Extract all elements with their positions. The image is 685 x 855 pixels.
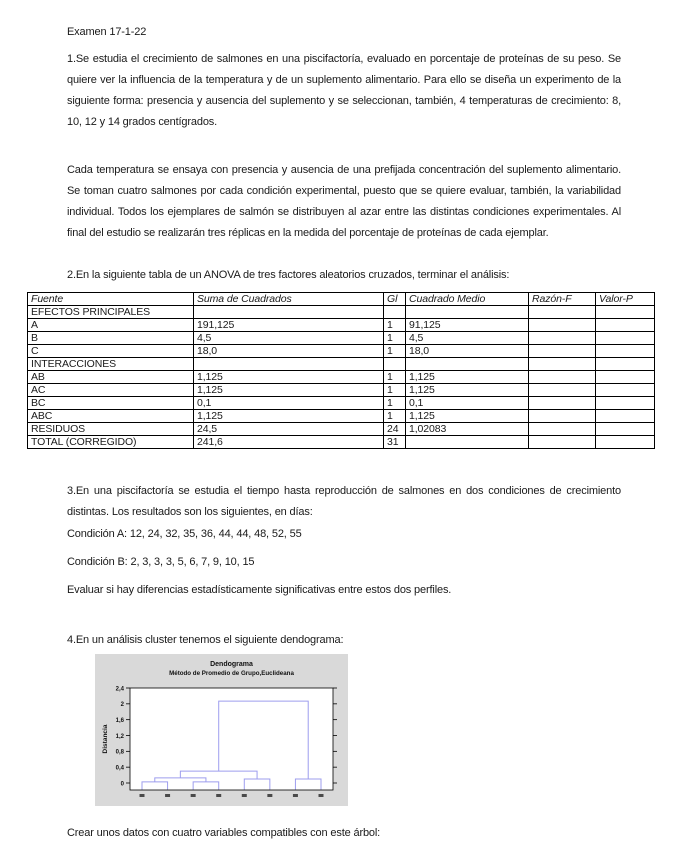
anova-cell: 1 [384, 371, 406, 384]
anova-cell [529, 345, 596, 358]
condition-b-data: Condición B: 2, 3, 3, 3, 5, 6, 7, 9, 10, 15 [67, 556, 255, 568]
leaf-label-mark [242, 794, 247, 797]
leaf-label-mark [140, 794, 145, 797]
anova-cell: EFECTOS PRINCIPALES [28, 306, 194, 319]
anova-cell: BC [28, 397, 194, 410]
anova-cell: 1,125 [194, 371, 384, 384]
table-row [28, 436, 655, 449]
anova-header-cell: Gl [384, 293, 406, 306]
anova-cell: 4,5 [406, 332, 529, 345]
anova-table [27, 292, 655, 449]
anova-cell [406, 306, 529, 319]
dendrogram-subtitle: Método de Promedio de Grupo,Euclideana [169, 670, 294, 677]
table-row [28, 345, 655, 358]
anova-header-cell: Cuadrado Medio [406, 293, 529, 306]
anova-cell: 191,125 [194, 319, 384, 332]
anova-cell: 18,0 [194, 345, 384, 358]
anova-cell: INTERACCIONES [28, 358, 194, 371]
anova-cell: 24,5 [194, 423, 384, 436]
anova-cell [529, 332, 596, 345]
y-tick-label: 1,2 [115, 733, 124, 740]
anova-cell [529, 306, 596, 319]
table-row [28, 423, 655, 436]
question4-intro: 4.En un análisis cluster tenemos el siguiente dendograma: [67, 634, 344, 646]
dendrogram-svg [95, 654, 348, 806]
y-tick-label: 0,8 [115, 749, 124, 756]
anova-header-cell: Razón-F [529, 293, 596, 306]
question2-intro: 2.En la siguiente tabla de un ANOVA de tres factores aleatorios cruzados, terminar el análisis: [67, 269, 510, 281]
anova-cell [529, 410, 596, 423]
anova-cell: 1,02083 [406, 423, 529, 436]
anova-cell: 0,1 [406, 397, 529, 410]
anova-cell: A [28, 319, 194, 332]
leaf-label-mark [267, 794, 272, 797]
anova-cell: 0,1 [194, 397, 384, 410]
anova-cell [529, 436, 596, 449]
anova-cell [596, 397, 655, 410]
anova-cell: TOTAL (CORREGIDO) [28, 436, 194, 449]
anova-cell: 91,125 [406, 319, 529, 332]
anova-header-cell: Suma de Cuadrados [194, 293, 384, 306]
anova-cell: 1,125 [406, 384, 529, 397]
anova-cell: 1 [384, 319, 406, 332]
anova-cell: 241,6 [194, 436, 384, 449]
y-tick-label: 1,6 [115, 717, 124, 724]
anova-cell [529, 358, 596, 371]
anova-cell [596, 306, 655, 319]
table-row [28, 371, 655, 384]
anova-cell: 1 [384, 345, 406, 358]
anova-cell [529, 384, 596, 397]
anova-cell [406, 436, 529, 449]
anova-cell [596, 436, 655, 449]
anova-cell: 31 [384, 436, 406, 449]
anova-header-cell: Fuente [28, 293, 194, 306]
anova-header-row [28, 293, 655, 306]
anova-cell: 1 [384, 332, 406, 345]
anova-cell: 1,125 [194, 384, 384, 397]
anova-cell [596, 371, 655, 384]
question1-paragraph-2: Cada temperatura se ensaya con presencia y ausencia de una prefijada concentración del suplemento alimentario. Se toman cuatro salmones por cada condición experimental, puesto que se quiere evaluar, también, la variabilidad individual. Todos los ejemplares de salmón se distribuyen al azar entre las distintas condiciones experimentales. Al final del estudio se realizarán tres réplicas en la medida del porcentaje de proteínas de cada ejemplar. [67, 164, 621, 239]
anova-cell: 1,125 [406, 410, 529, 423]
condition-a-data: Condición A: 12, 24, 32, 35, 36, 44, 44, 48, 52, 55 [67, 528, 302, 540]
question3-task: Evaluar si hay diferencias estadísticamente significativas entre estos dos perfiles. [67, 584, 452, 596]
anova-cell [596, 423, 655, 436]
anova-cell [384, 358, 406, 371]
dendrogram-chart [95, 654, 348, 806]
anova-cell: ABC [28, 410, 194, 423]
leaf-label-mark [165, 794, 170, 797]
anova-cell [529, 423, 596, 436]
anova-cell [194, 358, 384, 371]
anova-cell: 18,0 [406, 345, 529, 358]
leaf-label-mark [216, 794, 221, 797]
leaf-label-mark [191, 794, 196, 797]
y-tick-label: 0,4 [115, 765, 124, 772]
anova-cell [596, 319, 655, 332]
table-row [28, 410, 655, 423]
anova-cell: B [28, 332, 194, 345]
table-row [28, 397, 655, 410]
leaf-label-mark [319, 794, 324, 797]
anova-cell [596, 345, 655, 358]
table-row [28, 384, 655, 397]
anova-cell [384, 306, 406, 319]
anova-cell [529, 371, 596, 384]
question1-paragraph-1: 1.Se estudia el crecimiento de salmones en una piscifactoría, evaluado en porcentaje de proteínas de su peso. Se quiere ver la influencia de la temperatura y de un suplemento alimentario. Para ello se diseña un experimento de la siguiente forma: presencia y ausencia del suplemento y se seleccionan, también, 4 temperaturas de crecimiento: 8, 10, 12 y 14 grados centígrados. [67, 53, 621, 128]
y-axis-label: Distancia [102, 724, 109, 754]
plot-frame [130, 688, 333, 790]
dendrogram-title: Dendograma [210, 661, 253, 668]
anova-cell [596, 410, 655, 423]
anova-cell: 1 [384, 384, 406, 397]
anova-cell: 1 [384, 410, 406, 423]
leaf-label-mark [293, 794, 298, 797]
anova-cell [529, 397, 596, 410]
anova-cell [596, 358, 655, 371]
anova-header-cell: Valor-P [596, 293, 655, 306]
table-row [28, 306, 655, 319]
anova-cell: 1,125 [406, 371, 529, 384]
table-row [28, 332, 655, 345]
closing-task: Crear unos datos con cuatro variables compatibles con este árbol: [67, 827, 381, 839]
y-tick-label: 2,4 [115, 686, 124, 693]
anova-cell: 1 [384, 397, 406, 410]
anova-cell: C [28, 345, 194, 358]
anova-cell: 24 [384, 423, 406, 436]
anova-cell [194, 306, 384, 319]
anova-cell: 4,5 [194, 332, 384, 345]
anova-cell: 1,125 [194, 410, 384, 423]
anova-cell: AB [28, 371, 194, 384]
question3-intro: 3.En una piscifactoría se estudia el tiempo hasta reproducción de salmones en dos condiciones de crecimiento distintas. Los resultados son los siguientes, en días: [67, 485, 621, 518]
exam-title: Examen 17-1-22 [67, 26, 147, 38]
anova-cell [529, 319, 596, 332]
anova-cell: RESIDUOS [28, 423, 194, 436]
table-row [28, 319, 655, 332]
y-tick-label: 2 [120, 702, 124, 709]
anova-cell [596, 384, 655, 397]
anova-cell: AC [28, 384, 194, 397]
anova-cell [406, 358, 529, 371]
anova-cell [596, 332, 655, 345]
y-tick-label: 0 [120, 781, 124, 788]
table-row [28, 358, 655, 371]
